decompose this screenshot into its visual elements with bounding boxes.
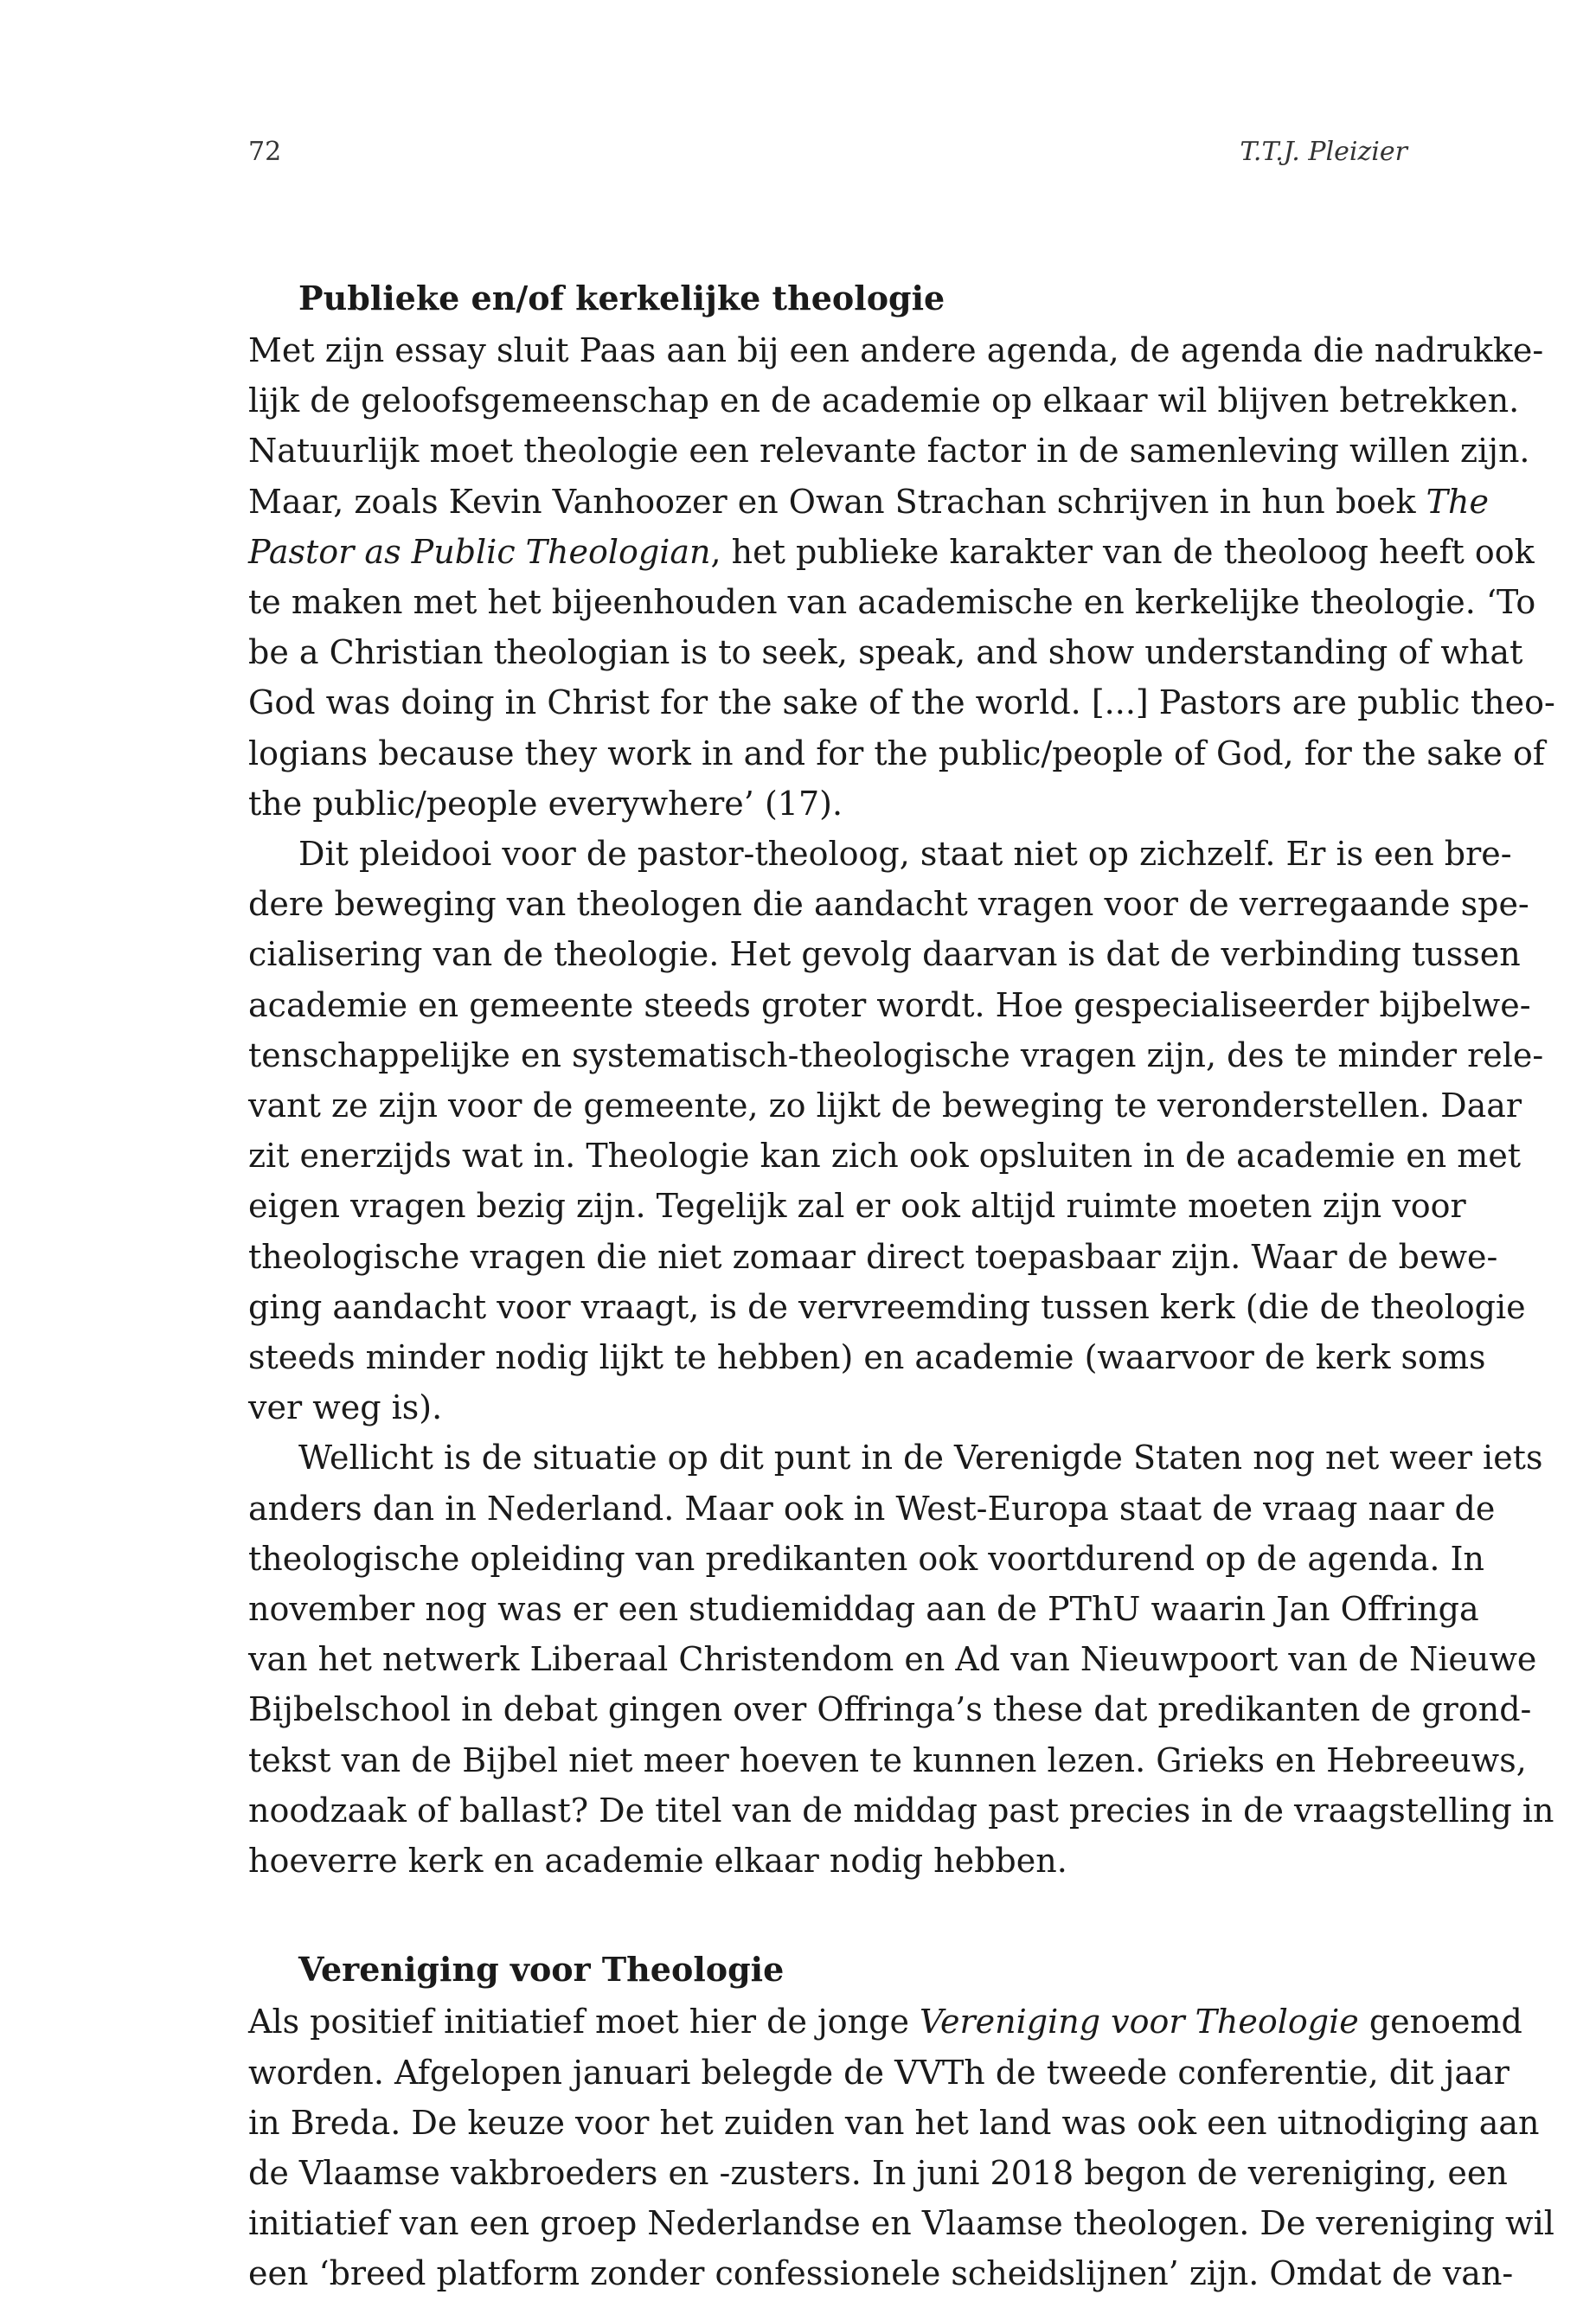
section-heading: Vereniging voor Theologie [298,1950,785,1990]
text-line: van het netwerk Liberaal Christendom en Ad van Nieuwpoort van de Nieuwe [248,1640,1537,1679]
running-head [248,137,1407,180]
text-line: Wellicht is de situatie op dit punt in de Verenigde Staten nog net weer iets [298,1439,1543,1477]
text-line: ging aandacht voor vraagt, is de vervreemding tussen kerk (die de theologie [248,1287,1526,1326]
text-line: eigen vragen bezig zijn. Tegelijk zal er ook altijd ruimte moeten zijn voor [248,1187,1466,1226]
text-line: in Breda. De keuze voor het zuiden van het land was ook een uitnodiging aan [248,2103,1540,2142]
text-line: Dit pleidooi voor de pastor-theoloog, staat niet op zichzelf. Er is een bre- [298,835,1512,874]
paragraph [248,325,1555,829]
text-line: God was doing in Christ for the sake of the world. [...] Pastors are public theo- [248,683,1555,722]
text-line: lijk de geloofsgemeenschap en de academie op elkaar wil blijven betrekken. [248,381,1520,420]
section-heading: Publieke en/of kerkelijke theologie [298,279,945,317]
text-line: Natuurlijk moet theologie een relevante factor in de samenleving willen zijn. [248,432,1530,471]
text-line: tekst van de Bijbel niet meer hoeven te kunnen lezen. Grieks en Hebreeuws, [248,1740,1527,1779]
running-author: T.T.J. Pleizier [1240,137,1407,167]
paragraph [248,829,1544,1433]
text-line: de Vlaamse vakbroeders en -zusters. In juni 2018 begon de vereniging, een [248,2153,1508,2192]
text-line: be a Christian theologian is to seek, speak, and show understanding of what [248,633,1523,672]
text-line: initiatief van een groep Nederlandse en Vlaamse theologen. De vereniging wil [248,2204,1554,2243]
text-line: the public/people everywhere’ (17). [248,784,843,823]
text-line: ver weg is). [248,1388,443,1427]
text-line: cialisering van de theologie. Het gevolg daarvan is dat de verbinding tussen [248,935,1521,974]
text-line: te maken met het bijeenhouden van academische en kerkelijke theologie. ‘To [248,583,1536,622]
text-line: dere beweging van theologen die aandacht vragen voor de verregaande spe- [248,885,1529,924]
paragraph [248,1433,1554,1886]
text-line: Maar, zoals Kevin Vanhoozer en Owan Strachan schrijven in hun boek The [248,482,1489,521]
body-text [248,275,1555,2299]
text-line: Als positief initiatief moet hier de jonge Vereniging voor Theologie genoemd [248,2003,1522,2041]
text-line: hoeverre kerk en academie elkaar nodig hebben. [248,1842,1067,1881]
text-line: Bijbelschool in debat gingen over Offringa’s these dat predikanten de grond- [248,1690,1532,1729]
page-number: 72 [248,137,282,167]
text-line: theologische opleiding van predikanten ook voortdurend op de agenda. In [248,1539,1484,1578]
text-line: Met zijn essay sluit Paas aan bij een andere agenda, de agenda die nadrukke- [248,331,1544,369]
text-line: vant ze zijn voor de gemeente, zo lijkt de beweging te veronderstellen. Daar [248,1086,1522,1125]
text-line: theologische vragen die niet zomaar direct toepasbaar zijn. Waar de bewe- [248,1237,1498,1276]
text-line: noodzaak of ballast? De titel van de middag past precies in de vraagstelling in [248,1791,1554,1830]
text-line: Pastor as Public Theologian, het publieke karakter van de theoloog heeft ook [248,532,1535,571]
text-line: steeds minder nodig lijkt te hebben) en academie (waarvoor de kerk soms [248,1338,1486,1377]
text-line: een ‘breed platform zonder confessionele scheidslijnen’ zijn. Omdat de van- [248,2254,1514,2293]
text-line: tenschappelijke en systematisch-theologische vragen zijn, des te minder rele- [248,1035,1544,1074]
text-line: zit enerzijds wat in. Theologie kan zich ook opsluiten in de academie en met [248,1137,1522,1176]
text-line: november nog was er een studiemiddag aan de PThU waarin Jan Offringa [248,1590,1479,1629]
text-line: logians because they work in and for the public/people of God, for the sake of [248,734,1545,772]
section-gap [248,1886,1407,1946]
text-line: anders dan in Nederland. Maar ook in West-Europa staat de vraag naar de [248,1489,1496,1528]
text-line: worden. Afgelopen januari belegde de VVTh de tweede conferentie, dit jaar [248,2053,1509,2092]
paragraph [248,1997,1554,2298]
text-line: academie en gemeente steeds groter wordt. Hoe gespecialiseerder bijbelwe- [248,985,1531,1024]
